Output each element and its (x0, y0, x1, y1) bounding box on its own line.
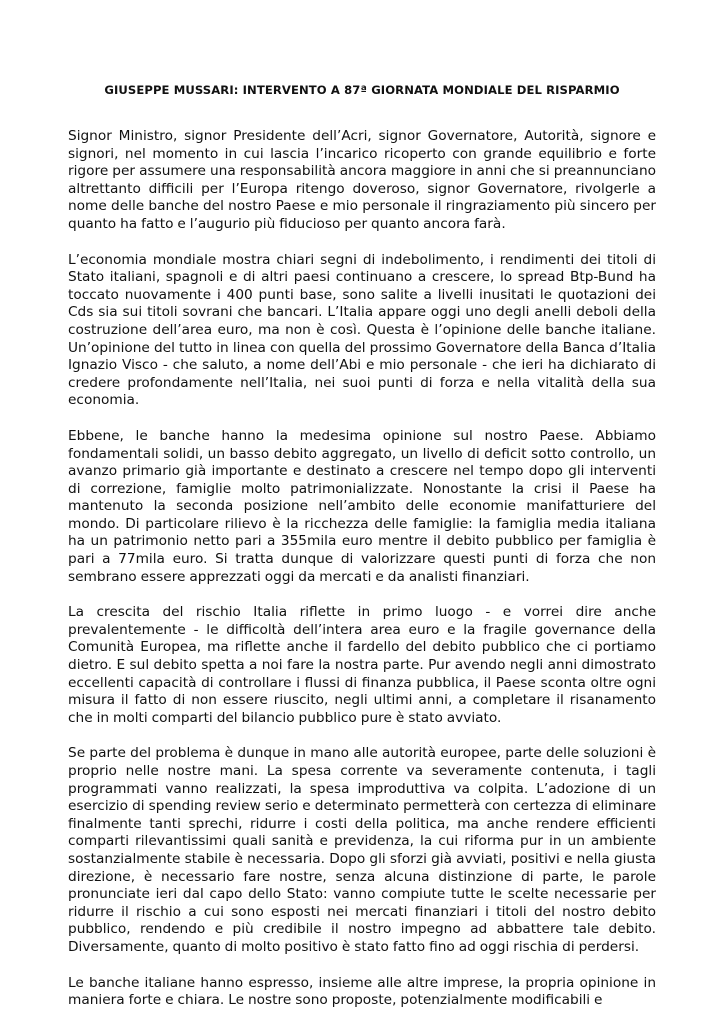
paragraph-world-economy: L’economia mondiale mostra chiari segni di indebolimento, i rendimenti dei titoli di Stato italiani, spagnoli e di altri paesi continuano a crescere, lo spread Btp-Bund ha toccato nuovamente i 400 punti base, sono salite a livelli inusitati le quotazioni dei Cds sia sui titoli sovrani che bancari. L’Italia appare oggi uno degli anelli deboli della costruzione dell’area euro, ma non è così. Questa è l’opinione delle banche italiane. Un’opinione del tutto in linea con quella del prossimo Governatore della Banca d’Italia Ignazio Visco - che saluto, a nome dell’Abi e mio personale - che ieri ha dichiarato di credere profondamente nell’Italia, nei suoi punti di forza e nella vitalità della sua economia. (68, 251, 656, 409)
paragraph-greeting: Signor Ministro, signor Presidente dell’Acri, signor Governatore, Autorità, signore e signori, nel momento in cui lascia l’incarico ricoperto con grande equilibrio e forte rigore per assumere una responsabilità ancora maggiore in anni che si preannunciano altrettanto difficili per l’Europa ritengo doveroso, signor Governatore, rivolgerle a nome delle banche del nostro Paese e mio personale il ringraziamento più sincero per quanto ha fatto e l’augurio più fiducioso per quanto ancora farà. (68, 128, 656, 232)
paragraph-italy-risk: La crescita del rischio Italia riflette in primo luogo - e vorrei dire anche prevalentemente - le difficoltà dell’intera area euro e la fragile governance della Comunità Europea, ma riflette anche il fardello del debito pubblico che ci portiamo dietro. E sul debito spetta a noi fare la nostra parte. Pur avendo negli anni dimostrato eccellenti capacità di controllare i flussi di finanza pubblica, il Paese sconta oltre ogni misura il fatto di non essere riuscito, negli ultimi anni, a completare il risanamento che in molti comparti del bilancio pubblico pure è stato avviato. (68, 604, 656, 726)
paragraph-banks-opinion: Ebbene, le banche hanno la medesima opinione sul nostro Paese. Abbiamo fondamentali solidi, un basso debito aggregato, un livello di deficit sotto controllo, un avanzo primario già importante e destinato a crescere nel tempo dopo gli interventi di correzione, famiglie molto patrimonializzate. Nonostante la crisi il Paese ha mantenuto la seconda posizione nell’ambito delle economie manifatturiere del mondo. Di particolare rilievo è la ricchezza delle famiglie: la famiglia media italiana ha un patrimonio netto pari a 355mila euro mentre il debito pubblico per famiglia è pari a 77mila euro. Si tratta dunque di valorizzare questi punti di forza che non sembrano essere apprezzati oggi da mercati e da analisti finanziari. (68, 427, 656, 585)
document-title: GIUSEPPE MUSSARI: INTERVENTO A 87ª GIORNATA MONDIALE DEL RISPARMIO (104, 83, 620, 97)
paragraph-solutions: Se parte del problema è dunque in mano alle autorità europee, parte delle soluzioni è proprio nelle nostre mani. La spesa corrente va severamente contenuta, i tagli programmati vanno realizzati, la spesa improduttiva va colpita. L’adozione di un esercizio di spending review serio e determinato permetterà con certezza di eliminare finalmente tanti sprechi, ridurre i costi della politica, ma anche rendere efficienti comparti rilevantissimi quali sanità e previdenza, la cui riforma pur in un ambiente sostanzialmente stabile è necessaria. Dopo gli sforzi già avviati, positivi e nella giusta direzione, è necessario fare nostre, senza alcuna distinzione di parte, le parole pronunciate ieri dal capo dello Stato: vanno compiute tutte le scelte necessarie per ridurre il rischio a cui sono esposti nei mercati finanziari i titoli del nostro debito pubblico, rendendo e più credibile il nostro impegno ad abbattere tale debito. Diversamente, quanto di molto positivo è stato fatto fino ad oggi rischia di perdersi. (68, 745, 656, 955)
paragraph-banks-proposals: Le banche italiane hanno espresso, insieme alle altre imprese, la propria opinione in maniera forte e chiara. Le nostre sono proposte, potenzialmente modificabili e (68, 974, 656, 1009)
document-body (68, 128, 656, 1028)
